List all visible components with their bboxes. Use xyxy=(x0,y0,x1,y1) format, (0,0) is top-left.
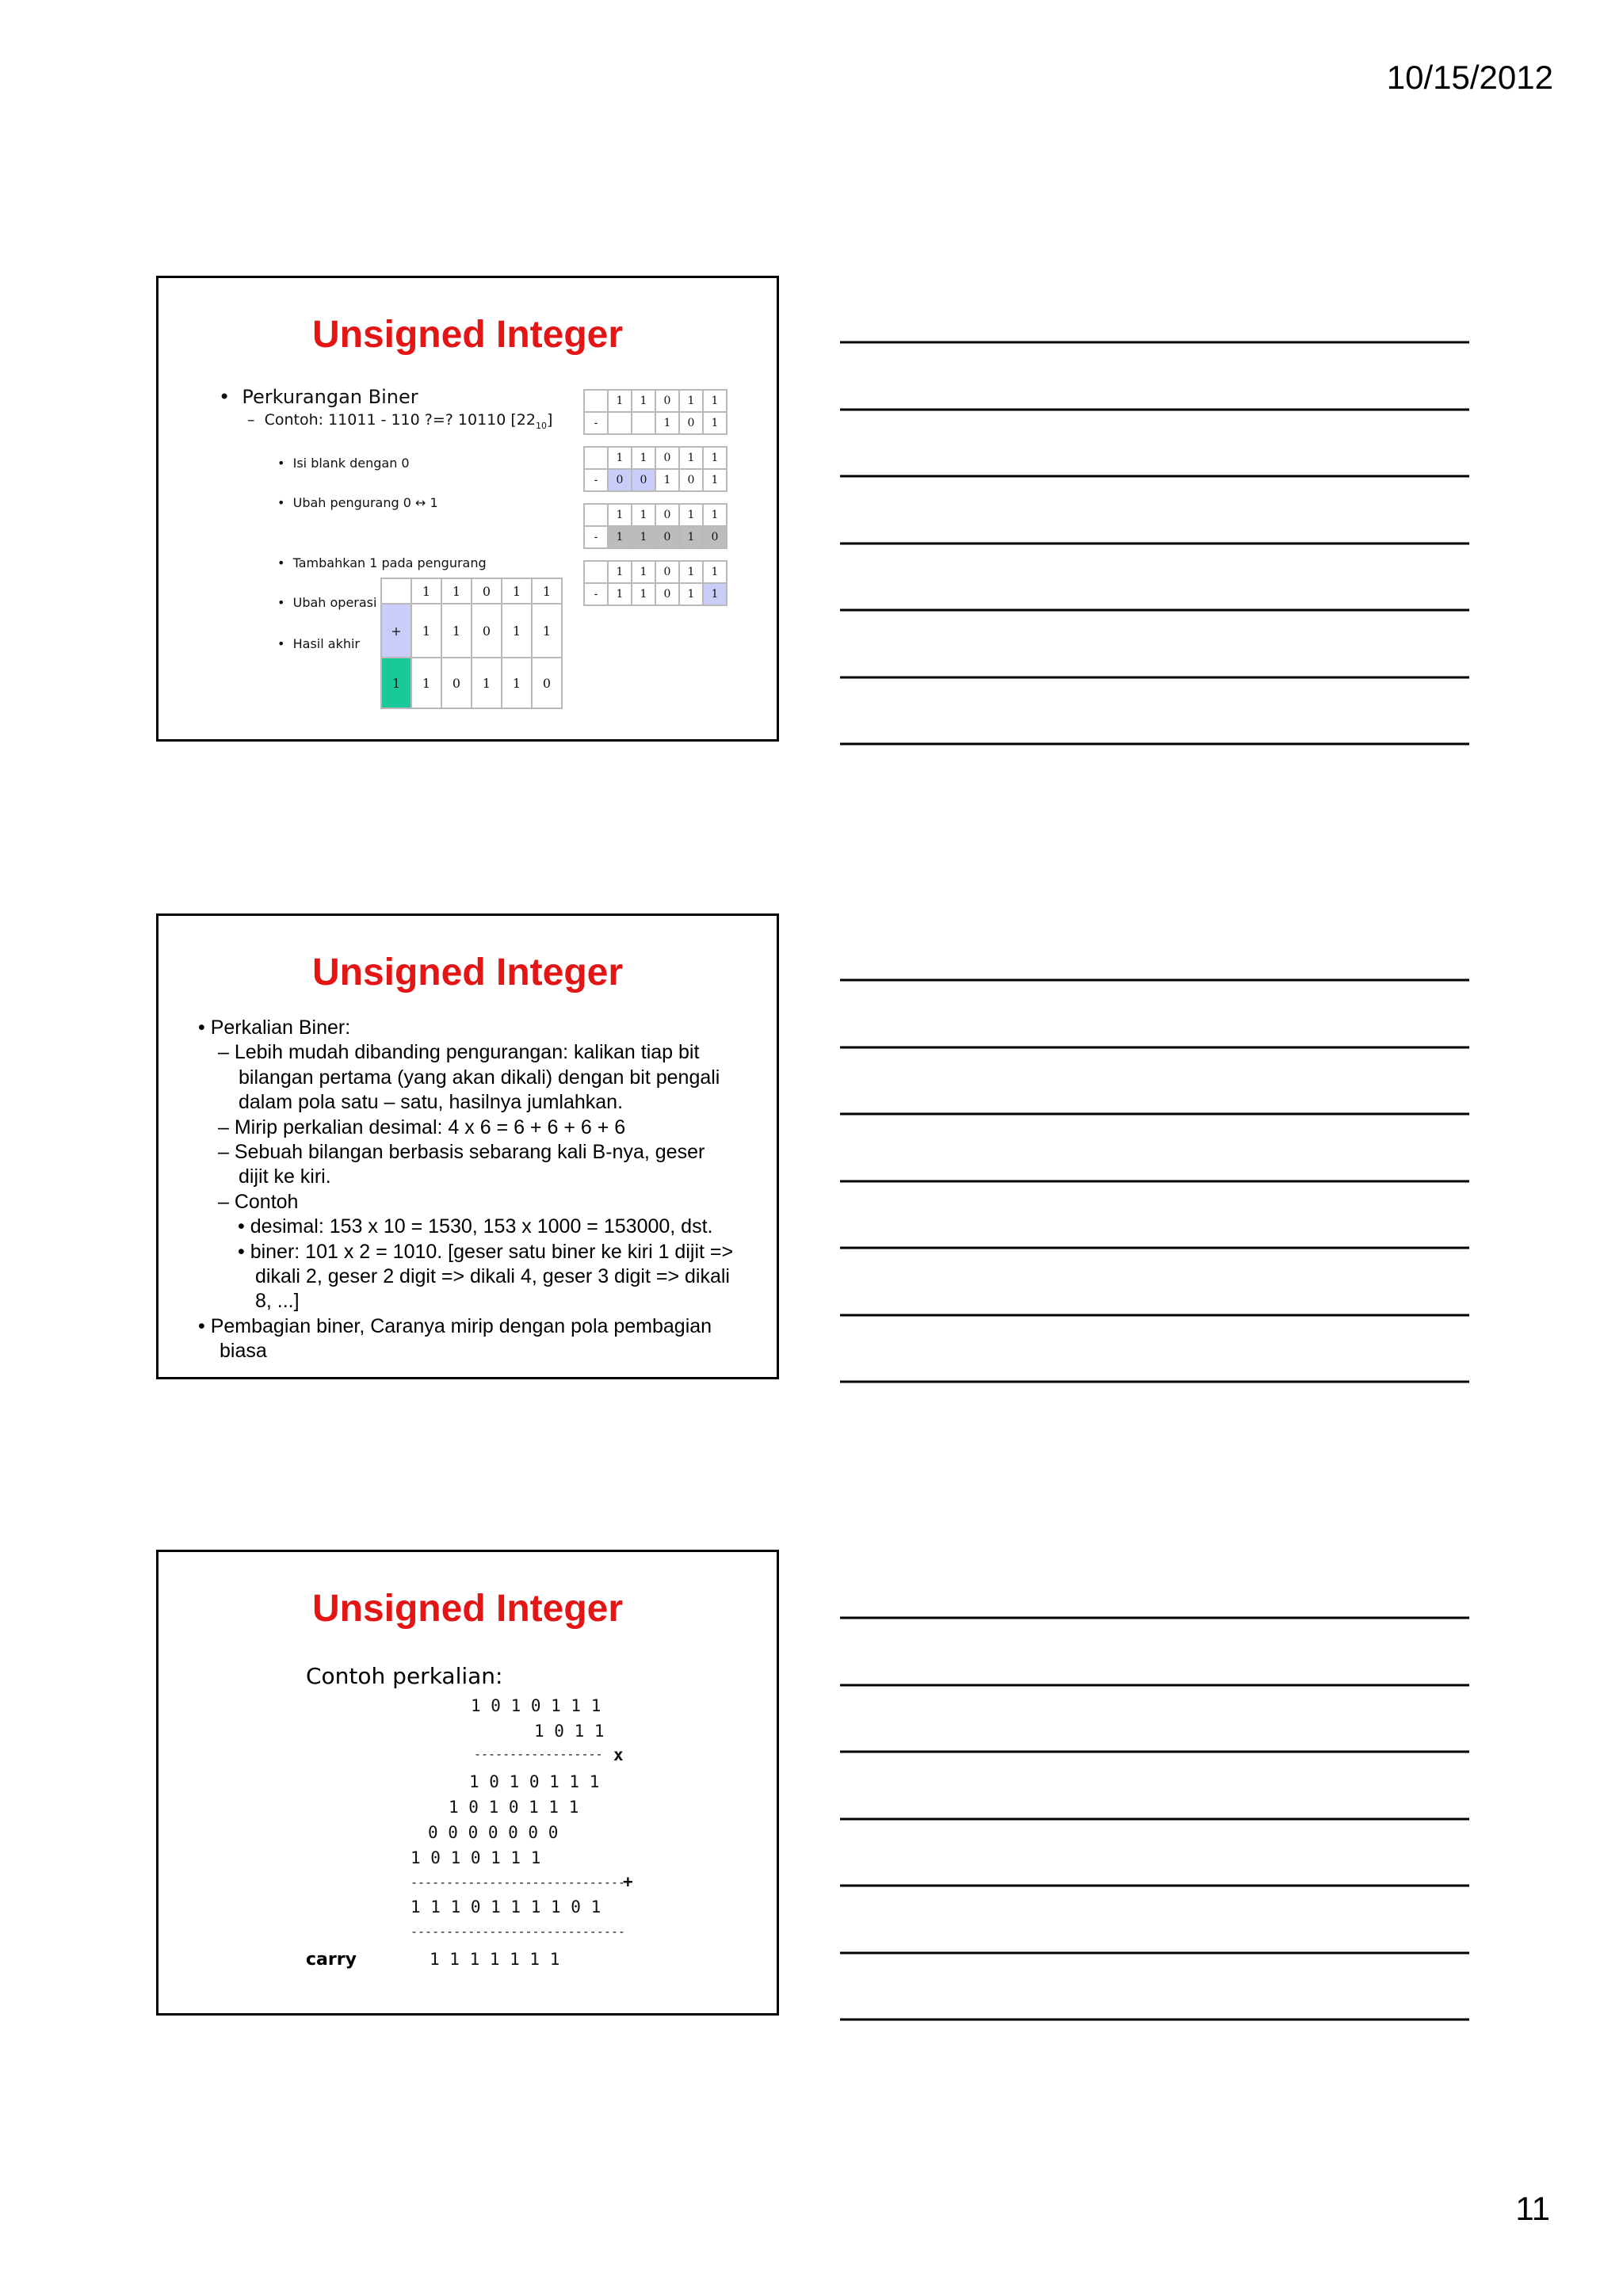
bit-cell: 1 xyxy=(411,658,441,708)
multiplier: 1 0 1 1 xyxy=(534,1722,605,1741)
rule-line-1: ------------------ xyxy=(474,1747,603,1761)
bit-cell: 1 xyxy=(502,604,532,658)
example-line: – Contoh: 11011 - 110 ?=? 10110 $[22_{10}]$ xyxy=(247,411,553,431)
bit-cell: 1 xyxy=(532,578,562,604)
bit-cell: 1 xyxy=(632,390,655,412)
bit-cell: 1 xyxy=(608,583,632,605)
example-subscript: 10 xyxy=(535,420,547,431)
bit-cell: 1 xyxy=(502,658,532,708)
bit-cell: 0 xyxy=(608,469,632,491)
sub-bullet-line: – Mirip perkalian desimal: 4 x 6 = 6 + 6 + 6 + 6 xyxy=(218,1116,626,1138)
step-1: • Isi blank dengan 0 xyxy=(277,456,410,471)
step-5: • Hasil akhir xyxy=(277,636,360,651)
step-text: Hasil akhir xyxy=(292,636,360,651)
page-number: 11 xyxy=(1515,2190,1550,2227)
sub-sub-bullet-line: • desimal: 153 x 10 = 1530, 153 x 1000 = 153000, dst. xyxy=(238,1215,713,1238)
step-text: Ubah pengurang 0 ↔ 1 xyxy=(292,495,438,510)
bit-cell: 1 xyxy=(608,390,632,412)
sub-bullet-line: – Lebih mudah dibanding pengurangan: kalikan tiap bit xyxy=(218,1041,700,1064)
partial-1: 1 0 1 0 1 1 1 xyxy=(469,1772,600,1791)
bit-cell: 0 xyxy=(655,447,679,469)
bit-cell: 0 xyxy=(703,526,727,548)
bullet-line: • Perkalian Biner: xyxy=(198,1016,351,1039)
partial-2: 1 0 1 0 1 1 1 xyxy=(449,1798,579,1817)
bit-cell: 1 xyxy=(703,469,727,491)
slide-3-subtitle: Contoh perkalian: xyxy=(306,1663,503,1689)
carry-label: carry xyxy=(306,1950,357,1970)
bit-cell: 1 xyxy=(679,447,703,469)
bit-cell: - xyxy=(584,583,608,605)
bit-cell: 1 xyxy=(703,583,727,605)
sub-sub-bullet-line: • biner: 101 x 2 = 1010. [geser satu biner ke kiri 1 dijit => xyxy=(238,1240,734,1263)
bit-cell: 1 xyxy=(703,561,727,583)
bullet-text: Perkurangan Biner xyxy=(242,386,418,408)
rule-line-2: ------------------------------ xyxy=(411,1875,625,1890)
text-line: dalam pola satu – satu, hasilnya jumlahkan. xyxy=(239,1091,624,1114)
bit-cell: 1 xyxy=(532,604,562,658)
bit-cell: 1 xyxy=(632,583,655,605)
step-2: • Ubah pengurang 0 ↔ 1 xyxy=(277,495,438,510)
text-line: dijit ke kiri. xyxy=(239,1165,331,1188)
result: 1 1 1 0 1 1 1 1 0 1 xyxy=(411,1897,601,1917)
bit-cell: 1 xyxy=(381,658,411,708)
carry-value: 1 1 1 1 1 1 1 xyxy=(430,1950,560,1969)
partial-4: 1 0 1 0 1 1 1 xyxy=(411,1848,541,1867)
bit-cell: 1 xyxy=(441,604,472,658)
multiplicand: 1 0 1 0 1 1 1 xyxy=(471,1696,601,1715)
bit-cell: + xyxy=(381,604,411,658)
bit-cell: 1 xyxy=(655,412,679,434)
bit-cell: 1 xyxy=(655,469,679,491)
bit-cell: 1 xyxy=(632,561,655,583)
bit-cell: - xyxy=(584,526,608,548)
plus-sign: + xyxy=(623,1872,633,1891)
step-text: Isi blank dengan 0 xyxy=(292,456,410,471)
bit-cell: 1 xyxy=(472,658,502,708)
bit-cell: 0 xyxy=(679,412,703,434)
bit-cell: - xyxy=(584,469,608,491)
text-line: dikali 2, geser 2 digit => dikali 4, geser 3 digit => dikali xyxy=(255,1265,730,1287)
notes-lines-slide-3 xyxy=(840,1618,1469,2019)
example-prefix: Contoh: 11011 - 110 ?=? 10110 [22 xyxy=(264,411,536,429)
bit-cell: 1 xyxy=(632,447,655,469)
bit-cell: 0 xyxy=(472,604,502,658)
bit-cell: 1 xyxy=(632,526,655,548)
step-text: Tambahkan 1 pada pengurang xyxy=(292,555,487,570)
step-3: • Tambahkan 1 pada pengurang xyxy=(277,555,487,570)
bit-cell: 0 xyxy=(655,561,679,583)
slide-title: Unsigned Integer xyxy=(311,1588,624,1630)
bit-cell: 1 xyxy=(632,504,655,526)
text-line: biasa xyxy=(220,1340,267,1363)
partial-3: 0 0 0 0 0 0 0 xyxy=(428,1823,559,1842)
bit-cell: 1 xyxy=(679,504,703,526)
sub-bullet-line: – Sebuah bilangan berbasis sebarang kali B-nya, geser xyxy=(218,1141,705,1163)
bit-cell: 1 xyxy=(608,447,632,469)
bit-cell: 0 xyxy=(532,658,562,708)
bit-cell: 0 xyxy=(441,658,472,708)
text-line: bilangan pertama (yang akan dikali) dengan bit pengali xyxy=(239,1066,720,1089)
bit-cell: 0 xyxy=(679,469,703,491)
bit-cell: 1 xyxy=(608,561,632,583)
bit-cell: 1 xyxy=(411,604,441,658)
bit-cell: - xyxy=(584,412,608,434)
bit-cell: 1 xyxy=(703,504,727,526)
bit-cell: 1 xyxy=(703,447,727,469)
notes-lines-slide-2 xyxy=(840,980,1469,1382)
bit-cell: 1 xyxy=(679,390,703,412)
bit-cell: 1 xyxy=(679,583,703,605)
bit-cell: 0 xyxy=(655,390,679,412)
bit-cell: 1 xyxy=(679,561,703,583)
bit-cell: 1 xyxy=(703,390,727,412)
text-line: 8, ...] xyxy=(255,1290,300,1313)
bit-cell: 0 xyxy=(632,469,655,491)
bit-cell: 1 xyxy=(703,412,727,434)
notes-lines-slide-1 xyxy=(840,342,1469,744)
step-text: Ubah operasi xyxy=(292,595,377,610)
bullet-line: • Pembagian biner, Caranya mirip dengan pola pembagian xyxy=(198,1314,712,1337)
bit-cell: 1 xyxy=(411,578,441,604)
bit-cell: 0 xyxy=(655,526,679,548)
slide-title: Unsigned Integer xyxy=(311,314,624,356)
bullet-perkurangan: • Perkurangan Biner xyxy=(219,386,418,408)
header-date: 10/15/2012 xyxy=(1386,59,1553,96)
bit-cell: 1 xyxy=(608,504,632,526)
bit-cell: 1 xyxy=(441,578,472,604)
slide-title: Unsigned Integer xyxy=(311,952,624,994)
bit-cell: 0 xyxy=(655,504,679,526)
bit-cell: 1 xyxy=(608,526,632,548)
bit-cell: 0 xyxy=(472,578,502,604)
sub-bullet-line: – Contoh xyxy=(218,1190,299,1213)
step-4: • Ubah operasi xyxy=(277,595,377,610)
bit-cell: 1 xyxy=(679,526,703,548)
rule-line-3: ------------------------------ xyxy=(411,1924,625,1939)
bit-cell: 0 xyxy=(655,583,679,605)
bit-cell: 1 xyxy=(502,578,532,604)
times-sign: x xyxy=(613,1745,624,1764)
example-suffix: ] xyxy=(546,411,553,429)
